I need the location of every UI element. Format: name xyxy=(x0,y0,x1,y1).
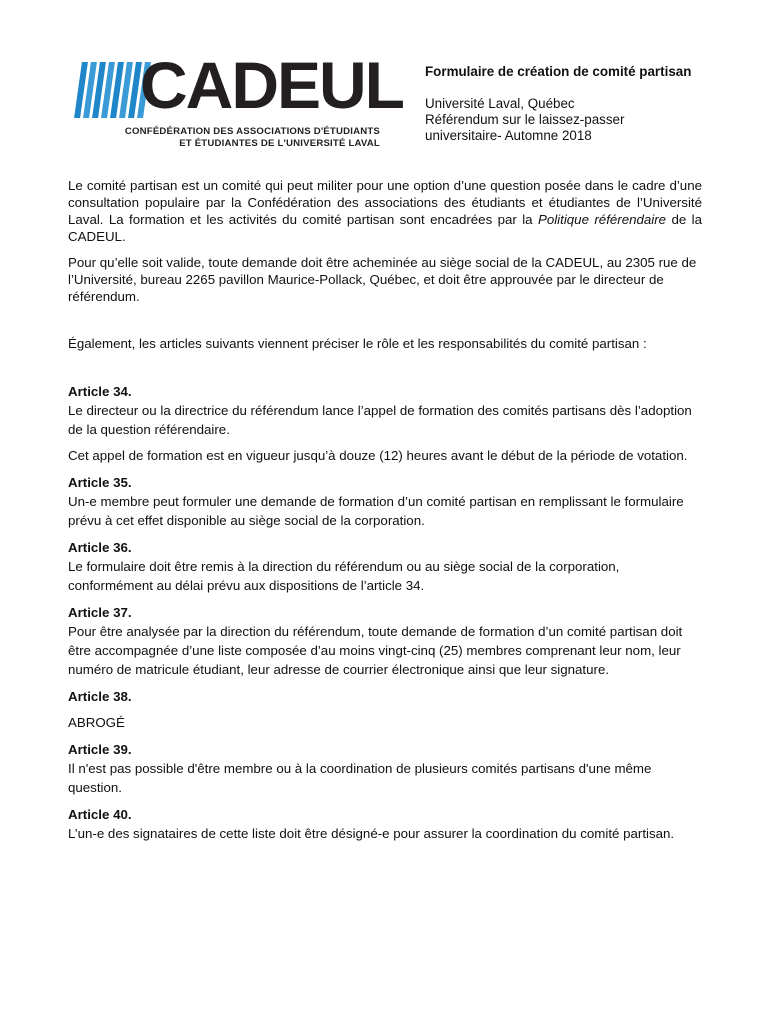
article-40 xyxy=(68,805,702,843)
article-35 xyxy=(68,473,702,530)
article-title: Article 36. xyxy=(68,540,132,555)
article-title: Article 38. xyxy=(68,689,132,704)
logo-subtitle-line2: ET ÉTUDIANTES DE L'UNIVERSITÉ LAVAL xyxy=(179,138,380,149)
article-title: Article 40. xyxy=(68,807,132,822)
document-body xyxy=(68,177,702,851)
logo-wordmark: CADEUL xyxy=(140,48,403,122)
article-title: Article 34. xyxy=(68,384,132,399)
article-text: L’un-e des signataires de cette liste doit être désigné-e pour assurer la coordination du comité partisan. xyxy=(68,826,675,841)
article-37 xyxy=(68,603,702,679)
article-38 xyxy=(68,687,702,732)
header-line-1: Université Laval, Québec xyxy=(425,96,575,111)
intro-paragraph-3: Également, les articles suivants viennent préciser le rôle et les responsabilités du comité partisan : xyxy=(68,336,647,351)
intro-paragraph-1 xyxy=(68,177,702,245)
article-title: Article 37. xyxy=(68,605,132,620)
header-line-3: universitaire- Automne 2018 xyxy=(425,128,592,143)
article-text: Un-e membre peut formuler une demande de formation d’un comité partisan en remplissant le formulaire prévu à cet effet disponible au siège social de la corporation. xyxy=(68,494,684,528)
article-text: Il n'est pas possible d'être membre ou à la coordination de plusieurs comités partisans d'une même question. xyxy=(68,761,652,795)
article-title: Article 39. xyxy=(68,742,132,757)
article-text: Le directeur ou la directrice du référendum lance l’appel de formation des comités partisans dès l’adoption de la question référendaire. xyxy=(68,403,692,437)
cadeul-logo xyxy=(78,48,403,152)
intro-p1-text-b: de la CADEUL. xyxy=(68,212,703,244)
article-text: ABROGÉ xyxy=(68,715,125,730)
logo-subtitle-line1: CONFÉDÉRATION DES ASSOCIATIONS D'ÉTUDIANTS xyxy=(124,126,380,137)
article-text: Le formulaire doit être remis à la direction du référendum ou au siège social de la corporation, conformément au délai prévu aux dispositions de l’article 34. xyxy=(68,559,620,593)
header-line-2: Référendum sur le laissez-passer xyxy=(425,112,625,127)
article-title: Article 35. xyxy=(68,475,132,490)
article-text: Pour être analysée par la direction du référendum, toute demande de formation d’un comité partisan doit être accompagnée d’une liste composée d’au moins vingt-cinq (25) membres comprenant leur nom, leur numéro de matricule étudiant, leur adresse de courrier électronique ainsi que leur signature. xyxy=(68,624,683,677)
article-36 xyxy=(68,538,702,595)
article-34 xyxy=(68,382,702,465)
article-39 xyxy=(68,740,702,797)
document-header xyxy=(425,64,691,144)
intro-p1-text-a: Le comité partisan est un comité qui peut militer pour une option d’une question posée dans le cadre d’une consultation populaire par la Confédération des associations des étudiants et étudiantes de l’Université Laval. La formation et les activités du comité partisan sont encadrées par la xyxy=(68,178,702,227)
article-text: Cet appel de formation est en vigueur jusqu’à douze (12) heures avant le début de la période de votation. xyxy=(68,448,688,463)
intro-paragraph-2: Pour qu’elle soit valide, toute demande doit être acheminée au siège social de la CADEUL, au 2305 rue de l’Université, bureau 2265 pavillon Maurice-Pollack, Québec, et doit être approuvée par le directeur de référendum. xyxy=(68,255,697,304)
document-title: Formulaire de création de comité partisan xyxy=(425,64,692,79)
logo-bars-icon xyxy=(78,62,147,118)
policy-name: Politique référendaire xyxy=(537,212,667,227)
